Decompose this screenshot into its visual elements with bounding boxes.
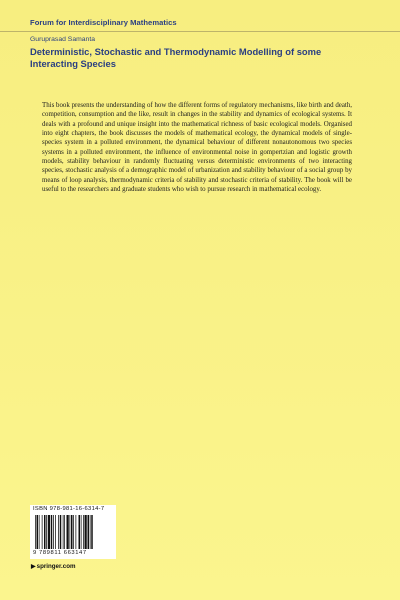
publisher-url-text: springer.com [36,563,76,570]
book-title: Deterministic, Stochastic and Thermodynamic Modelling of some Interacting Species [30,46,322,69]
header-divider [0,31,400,32]
publisher-url[interactable] [31,563,75,570]
author-name: Guruprasad Samanta [30,36,95,43]
triangle-right-icon: ▶ [31,564,36,570]
barcode-number: 9 789811 663147 [33,550,87,556]
barcode-graphic [35,515,111,549]
barcode-box [30,505,116,559]
book-description: This book presents the understanding of how the different forms of regulatory mechanisms, like birth and death, competition, consumption and the like, result in changes in the stability and dynamics of ecological systems. It deals with a profound and unique insight into the mathematical richness of basic ecological models. Organised into eight chapters, the book discusses the models of mathematical ecology, the dynamical models of single-species system in a polluted environment, the dynamical behaviour of different nonautonomous two species systems in a polluted environment, the influence of environmental noise in gompertzian and logistic growth models, stability behaviour in randomly fluctuating versus deterministic environments of two interacting species, stochastic analysis of a demographic model of urbanization and stability behaviour of a social group by means of loop analysis, thermodynamic criteria of stability and stochastic criteria of stability. The book will be useful to the researchers and graduate students who wish to pursue research in mathematical ecology. [42,102,352,194]
series-title: Forum for Interdisciplinary Mathematics [30,18,177,27]
isbn-text: ISBN 978-981-16-6314-7 [33,506,105,512]
